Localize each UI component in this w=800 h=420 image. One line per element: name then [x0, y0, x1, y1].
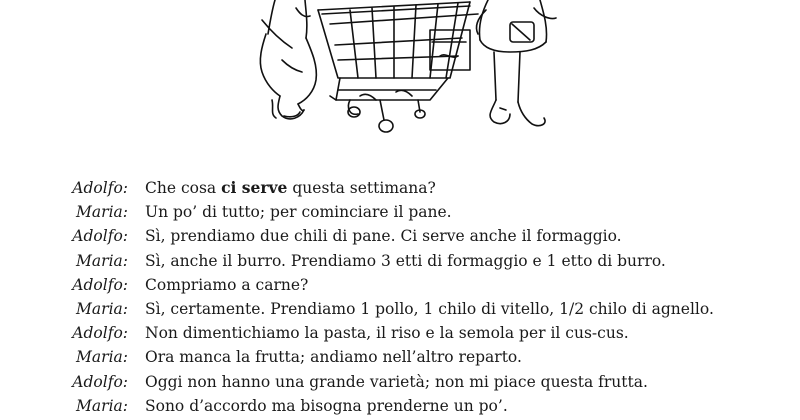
speech-text: Sì, prendiamo due chili di pane. Ci serve anche il formaggio. — [145, 227, 622, 246]
dialogue-line — [0, 321, 800, 345]
shopping-cart-illustration — [220, 0, 580, 145]
speech-text: Oggi non hanno una grande varietà; non mi piace questa frutta. — [145, 372, 648, 391]
dialogue-line — [0, 224, 800, 248]
speaker-name: Maria: — [76, 251, 128, 270]
speech-text: Sì, certamente. Prendiamo 1 pollo, 1 chilo di vitello, 1/2 chilo di agnello. — [145, 299, 714, 318]
speaker-name: Maria: — [76, 348, 128, 367]
speech-text: Sono d’accordo ma bisogna prenderne un po’. — [145, 396, 508, 415]
dialogue — [0, 176, 800, 418]
dialogue-line — [0, 394, 800, 418]
dialogue-line — [0, 370, 800, 394]
woman-figure — [476, 0, 556, 126]
speech-text: Non dimentichiamo la pasta, il riso e la semola per il cus-cus. — [145, 324, 629, 343]
speaker-name: Maria: — [76, 396, 128, 415]
speech-text: Sì, anche il burro. Prendiamo 3 etti di formaggio e 1 etto di burro. — [145, 251, 666, 270]
speech-text: Compriamo a carne? — [145, 275, 309, 294]
dialogue-line — [0, 200, 800, 224]
speaker-name: Adolfo: — [72, 179, 128, 197]
speaker-name: Maria: — [76, 299, 128, 318]
dialogue-line — [0, 249, 800, 273]
speech-text-end: questa settimana? — [287, 179, 436, 197]
dialogue-line — [0, 345, 800, 369]
speech-text-start: Che cosa — [145, 179, 222, 197]
speech-text: Un po’ di tutto; per cominciare il pane. — [145, 203, 452, 222]
speech-text: Ora manca la frutta; andiamo nell’altro reparto. — [145, 348, 522, 367]
speaker-name: Adolfo: — [72, 227, 128, 246]
speaker-name: Adolfo: — [72, 275, 128, 294]
speech-text — [145, 176, 436, 200]
speaker-name: Adolfo: — [72, 372, 128, 391]
dialogue-line — [0, 176, 800, 200]
speaker-name: Maria: — [76, 203, 128, 222]
cart-figure — [318, 2, 478, 132]
dialogue-line — [0, 273, 800, 297]
speech-text-bold: ci serve — [221, 178, 288, 197]
speaker-name: Adolfo: — [72, 324, 128, 343]
man-figure — [260, 0, 316, 119]
dialogue-line — [0, 297, 800, 321]
